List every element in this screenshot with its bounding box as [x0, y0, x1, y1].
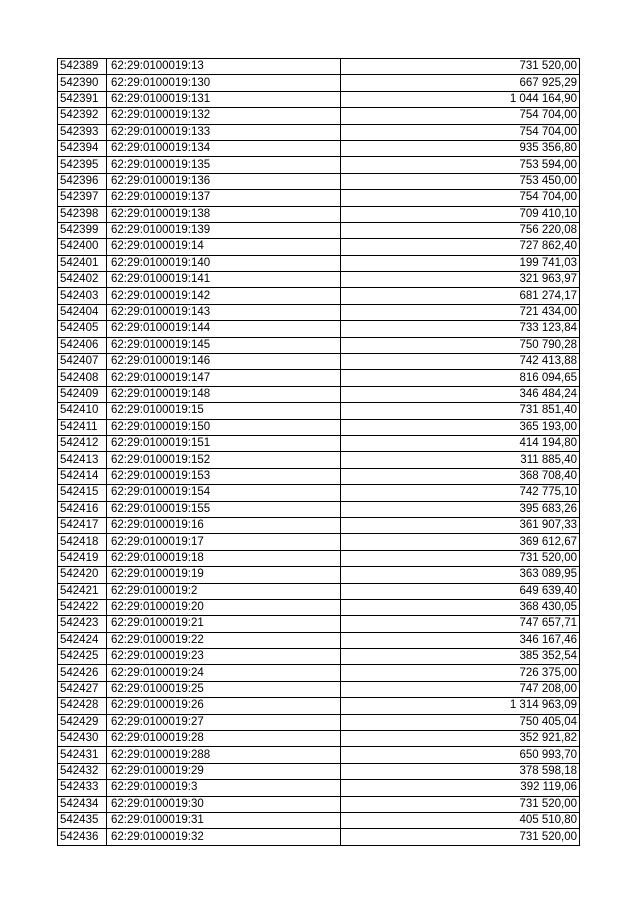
- cadastral-number-cell: 62:29:0100019:22: [107, 632, 341, 648]
- table-row: [58, 91, 580, 107]
- cadastral-number-cell: 62:29:0100019:153: [107, 468, 341, 484]
- cadastral-number-cell: 62:29:0100019:143: [107, 304, 341, 320]
- table-row: [58, 140, 580, 156]
- table-row: [58, 222, 580, 238]
- value-cell: 753 450,00: [341, 173, 580, 189]
- row-number-cell: 542394: [58, 140, 107, 156]
- row-number-cell: 542393: [58, 124, 107, 140]
- table-row: [58, 304, 580, 320]
- row-number-cell: 542398: [58, 206, 107, 222]
- table-row: [58, 190, 580, 206]
- cadastral-number-cell: 62:29:0100019:30: [107, 796, 341, 812]
- row-number-cell: 542434: [58, 796, 107, 812]
- value-cell: 721 434,00: [341, 304, 580, 320]
- table-row: [58, 812, 580, 828]
- value-cell: 321 963,97: [341, 272, 580, 288]
- cadastral-number-cell: 62:29:0100019:2: [107, 583, 341, 599]
- value-cell: 1 044 164,90: [341, 91, 580, 107]
- row-number-cell: 542432: [58, 763, 107, 779]
- value-cell: 731 520,00: [341, 550, 580, 566]
- row-number-cell: 542415: [58, 485, 107, 501]
- value-cell: 747 208,00: [341, 681, 580, 697]
- table-row: [58, 829, 580, 845]
- table-body: [58, 59, 580, 846]
- row-number-cell: 542435: [58, 812, 107, 828]
- row-number-cell: 542396: [58, 173, 107, 189]
- row-number-cell: 542417: [58, 517, 107, 533]
- cadastral-number-cell: 62:29:0100019:23: [107, 649, 341, 665]
- value-cell: 753 594,00: [341, 157, 580, 173]
- cadastral-number-cell: 62:29:0100019:14: [107, 239, 341, 255]
- value-cell: 756 220,08: [341, 222, 580, 238]
- value-cell: 681 274,17: [341, 288, 580, 304]
- table-row: [58, 665, 580, 681]
- cadastral-number-cell: 62:29:0100019:132: [107, 108, 341, 124]
- row-number-cell: 542419: [58, 550, 107, 566]
- row-number-cell: 542408: [58, 370, 107, 386]
- value-cell: 378 598,18: [341, 763, 580, 779]
- table-row: [58, 321, 580, 337]
- cadastral-value-table: [57, 58, 580, 846]
- row-number-cell: 542411: [58, 419, 107, 435]
- cadastral-number-cell: 62:29:0100019:135: [107, 157, 341, 173]
- value-cell: 754 704,00: [341, 190, 580, 206]
- value-cell: 731 851,40: [341, 403, 580, 419]
- row-number-cell: 542423: [58, 616, 107, 632]
- row-number-cell: 542420: [58, 567, 107, 583]
- row-number-cell: 542428: [58, 698, 107, 714]
- cadastral-number-cell: 62:29:0100019:3: [107, 780, 341, 796]
- row-number-cell: 542391: [58, 91, 107, 107]
- table-row: [58, 419, 580, 435]
- cadastral-number-cell: 62:29:0100019:25: [107, 681, 341, 697]
- row-number-cell: 542392: [58, 108, 107, 124]
- value-cell: 935 356,80: [341, 140, 580, 156]
- value-cell: 726 375,00: [341, 665, 580, 681]
- cadastral-number-cell: 62:29:0100019:140: [107, 255, 341, 271]
- cadastral-number-cell: 62:29:0100019:16: [107, 517, 341, 533]
- cadastral-number-cell: 62:29:0100019:288: [107, 747, 341, 763]
- row-number-cell: 542403: [58, 288, 107, 304]
- table-row: [58, 763, 580, 779]
- value-cell: 395 683,26: [341, 501, 580, 517]
- table-row: [58, 255, 580, 271]
- row-number-cell: 542404: [58, 304, 107, 320]
- cadastral-number-cell: 62:29:0100019:13: [107, 59, 341, 75]
- table-row: [58, 124, 580, 140]
- row-number-cell: 542418: [58, 534, 107, 550]
- value-cell: 816 094,65: [341, 370, 580, 386]
- value-cell: 731 520,00: [341, 796, 580, 812]
- cadastral-number-cell: 62:29:0100019:150: [107, 419, 341, 435]
- table-row: [58, 75, 580, 91]
- table-row: [58, 239, 580, 255]
- row-number-cell: 542421: [58, 583, 107, 599]
- row-number-cell: 542424: [58, 632, 107, 648]
- value-cell: 742 413,88: [341, 354, 580, 370]
- value-cell: 369 612,67: [341, 534, 580, 550]
- table-row: [58, 517, 580, 533]
- cadastral-number-cell: 62:29:0100019:24: [107, 665, 341, 681]
- table-row: [58, 403, 580, 419]
- cadastral-number-cell: 62:29:0100019:154: [107, 485, 341, 501]
- row-number-cell: 542402: [58, 272, 107, 288]
- row-number-cell: 542400: [58, 239, 107, 255]
- table-row: [58, 780, 580, 796]
- table-row: [58, 731, 580, 747]
- cadastral-number-cell: 62:29:0100019:130: [107, 75, 341, 91]
- value-cell: 727 862,40: [341, 239, 580, 255]
- cadastral-number-cell: 62:29:0100019:148: [107, 386, 341, 402]
- value-cell: 363 089,95: [341, 567, 580, 583]
- document-table-container: [57, 58, 580, 846]
- table-row: [58, 272, 580, 288]
- row-number-cell: 542430: [58, 731, 107, 747]
- table-row: [58, 796, 580, 812]
- table-row: [58, 649, 580, 665]
- value-cell: 414 194,80: [341, 435, 580, 451]
- value-cell: 649 639,40: [341, 583, 580, 599]
- row-number-cell: 542405: [58, 321, 107, 337]
- cadastral-number-cell: 62:29:0100019:134: [107, 140, 341, 156]
- row-number-cell: 542436: [58, 829, 107, 845]
- value-cell: 731 520,00: [341, 829, 580, 845]
- table-row: [58, 468, 580, 484]
- cadastral-number-cell: 62:29:0100019:26: [107, 698, 341, 714]
- cadastral-number-cell: 62:29:0100019:146: [107, 354, 341, 370]
- cadastral-number-cell: 62:29:0100019:17: [107, 534, 341, 550]
- cadastral-number-cell: 62:29:0100019:138: [107, 206, 341, 222]
- row-number-cell: 542409: [58, 386, 107, 402]
- value-cell: 1 314 963,09: [341, 698, 580, 714]
- value-cell: 754 704,00: [341, 124, 580, 140]
- cadastral-number-cell: 62:29:0100019:139: [107, 222, 341, 238]
- cadastral-number-cell: 62:29:0100019:131: [107, 91, 341, 107]
- value-cell: 667 925,29: [341, 75, 580, 91]
- value-cell: 405 510,80: [341, 812, 580, 828]
- row-number-cell: 542429: [58, 714, 107, 730]
- value-cell: 747 657,71: [341, 616, 580, 632]
- cadastral-number-cell: 62:29:0100019:147: [107, 370, 341, 386]
- value-cell: 742 775,10: [341, 485, 580, 501]
- table-row: [58, 698, 580, 714]
- table-row: [58, 288, 580, 304]
- cadastral-number-cell: 62:29:0100019:21: [107, 616, 341, 632]
- cadastral-number-cell: 62:29:0100019:15: [107, 403, 341, 419]
- table-row: [58, 550, 580, 566]
- cadastral-number-cell: 62:29:0100019:155: [107, 501, 341, 517]
- cadastral-number-cell: 62:29:0100019:142: [107, 288, 341, 304]
- cadastral-number-cell: 62:29:0100019:133: [107, 124, 341, 140]
- cadastral-number-cell: 62:29:0100019:137: [107, 190, 341, 206]
- cadastral-number-cell: 62:29:0100019:151: [107, 435, 341, 451]
- row-number-cell: 542416: [58, 501, 107, 517]
- table-row: [58, 337, 580, 353]
- value-cell: 199 741,03: [341, 255, 580, 271]
- value-cell: 346 484,24: [341, 386, 580, 402]
- row-number-cell: 542401: [58, 255, 107, 271]
- table-row: [58, 632, 580, 648]
- row-number-cell: 542427: [58, 681, 107, 697]
- cadastral-number-cell: 62:29:0100019:31: [107, 812, 341, 828]
- table-row: [58, 599, 580, 615]
- cadastral-number-cell: 62:29:0100019:28: [107, 731, 341, 747]
- cadastral-number-cell: 62:29:0100019:141: [107, 272, 341, 288]
- table-row: [58, 173, 580, 189]
- row-number-cell: 542399: [58, 222, 107, 238]
- table-row: [58, 747, 580, 763]
- value-cell: 368 430,05: [341, 599, 580, 615]
- value-cell: 385 352,54: [341, 649, 580, 665]
- table-row: [58, 534, 580, 550]
- table-row: [58, 157, 580, 173]
- value-cell: 346 167,46: [341, 632, 580, 648]
- cadastral-number-cell: 62:29:0100019:144: [107, 321, 341, 337]
- table-row: [58, 435, 580, 451]
- cadastral-number-cell: 62:29:0100019:27: [107, 714, 341, 730]
- cadastral-number-cell: 62:29:0100019:29: [107, 763, 341, 779]
- table-row: [58, 616, 580, 632]
- value-cell: 750 405,04: [341, 714, 580, 730]
- row-number-cell: 542431: [58, 747, 107, 763]
- table-row: [58, 386, 580, 402]
- table-row: [58, 108, 580, 124]
- table-row: [58, 206, 580, 222]
- row-number-cell: 542390: [58, 75, 107, 91]
- row-number-cell: 542407: [58, 354, 107, 370]
- row-number-cell: 542410: [58, 403, 107, 419]
- value-cell: 650 993,70: [341, 747, 580, 763]
- table-row: [58, 485, 580, 501]
- table-row: [58, 452, 580, 468]
- row-number-cell: 542395: [58, 157, 107, 173]
- value-cell: 365 193,00: [341, 419, 580, 435]
- value-cell: 311 885,40: [341, 452, 580, 468]
- cadastral-number-cell: 62:29:0100019:136: [107, 173, 341, 189]
- table-row: [58, 501, 580, 517]
- value-cell: 731 520,00: [341, 59, 580, 75]
- cadastral-number-cell: 62:29:0100019:19: [107, 567, 341, 583]
- table-row: [58, 59, 580, 75]
- row-number-cell: 542397: [58, 190, 107, 206]
- table-row: [58, 354, 580, 370]
- table-row: [58, 583, 580, 599]
- value-cell: 392 119,06: [341, 780, 580, 796]
- value-cell: 754 704,00: [341, 108, 580, 124]
- cadastral-number-cell: 62:29:0100019:18: [107, 550, 341, 566]
- cadastral-number-cell: 62:29:0100019:152: [107, 452, 341, 468]
- row-number-cell: 542425: [58, 649, 107, 665]
- cadastral-number-cell: 62:29:0100019:20: [107, 599, 341, 615]
- table-row: [58, 681, 580, 697]
- cadastral-number-cell: 62:29:0100019:32: [107, 829, 341, 845]
- value-cell: 361 907,33: [341, 517, 580, 533]
- row-number-cell: 542414: [58, 468, 107, 484]
- table-row: [58, 714, 580, 730]
- row-number-cell: 542406: [58, 337, 107, 353]
- cadastral-number-cell: 62:29:0100019:145: [107, 337, 341, 353]
- value-cell: 368 708,40: [341, 468, 580, 484]
- row-number-cell: 542433: [58, 780, 107, 796]
- row-number-cell: 542413: [58, 452, 107, 468]
- row-number-cell: 542426: [58, 665, 107, 681]
- table-row: [58, 567, 580, 583]
- table-row: [58, 370, 580, 386]
- value-cell: 352 921,82: [341, 731, 580, 747]
- value-cell: 709 410,10: [341, 206, 580, 222]
- row-number-cell: 542389: [58, 59, 107, 75]
- row-number-cell: 542412: [58, 435, 107, 451]
- value-cell: 750 790,28: [341, 337, 580, 353]
- row-number-cell: 542422: [58, 599, 107, 615]
- value-cell: 733 123,84: [341, 321, 580, 337]
